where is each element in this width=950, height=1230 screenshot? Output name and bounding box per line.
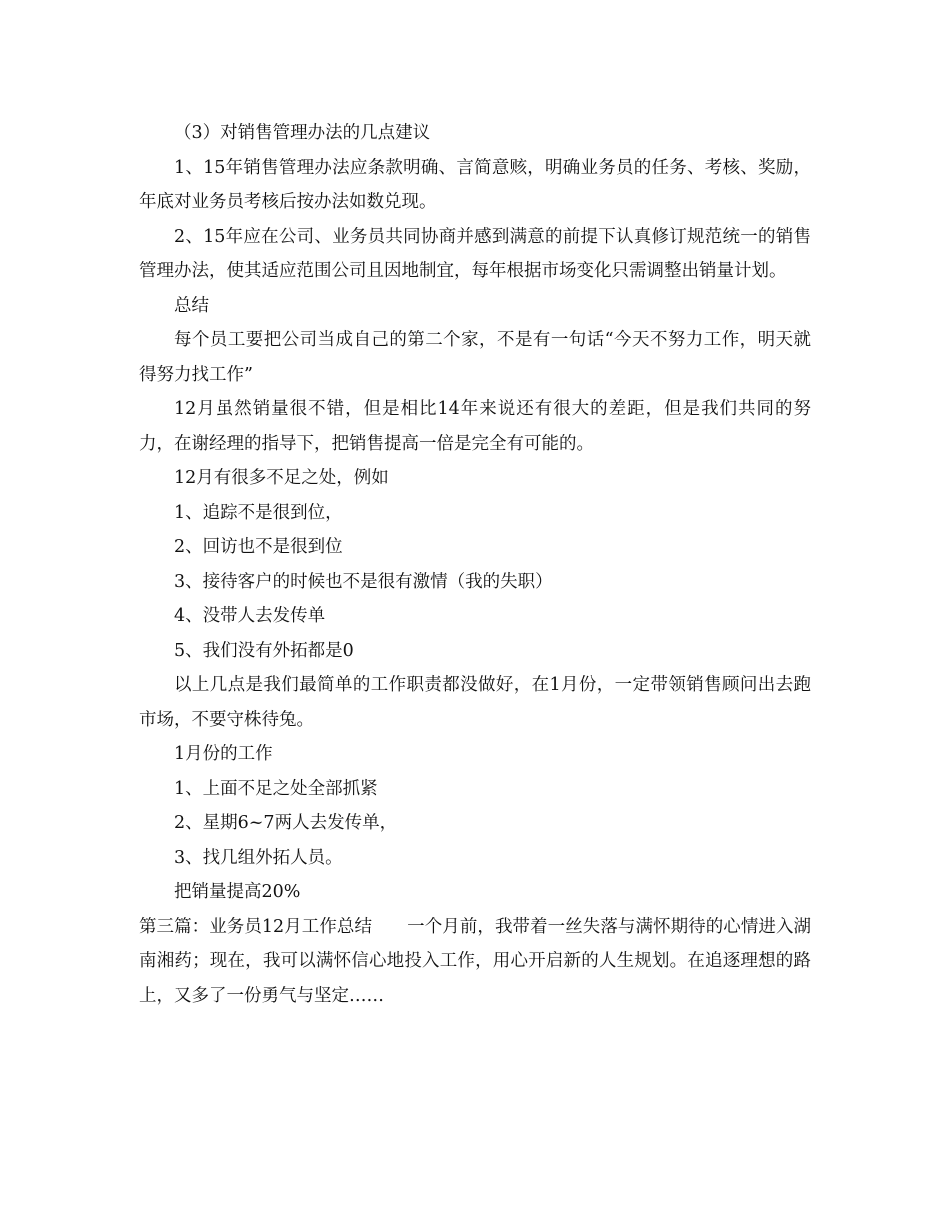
paragraph-summary-heading: 总结 <box>174 295 209 316</box>
paragraph-sales-target: 把销量提高20% <box>174 882 301 902</box>
paragraph-suggestion-1: 1、15年销售管理办法应条款明确、言简意赅，明确业务员的任务、考核、奖励，年底对业务员考核后按办法如数兑现。 <box>139 157 811 212</box>
document-body <box>139 116 811 1013</box>
list-item-shortcoming-1: 1、追踪不是很到位， <box>174 502 343 523</box>
list-item-shortcoming-3: 3、接待客户的时候也不是很有激情（我的失职） <box>174 571 553 592</box>
list-item-shortcoming-2: 2、回访也不是很到位 <box>174 537 343 557</box>
paragraph-december-sales: 12月虽然销量很不错，但是相比14年来说还有很大的差距，但是我们共同的努力，在谢经理的指导下，把销售提高一倍是完全有可能的。 <box>139 399 811 454</box>
paragraph-summary-intro: 每个员工要把公司当成自己的第二个家，不是有一句话“今天不努力工作，明天就得努力找工作” <box>139 330 811 385</box>
paragraph-suggestions-heading: （3）对销售管理办法的几点建议 <box>174 123 431 143</box>
paragraph-shortcomings-conclusion: 以上几点是我们最简单的工作职责都没做好，在1月份，一定带领销售顾问出去跑市场，不要守株待兔。 <box>139 675 811 730</box>
list-item-shortcoming-4: 4、没带人去发传单 <box>174 606 326 626</box>
list-item-january-2: 2、星期6~7两人去发传单， <box>174 813 398 833</box>
list-item-shortcoming-5: 5、我们没有外拓都是0 <box>174 640 354 661</box>
paragraph-shortcomings-heading: 12月有很多不足之处，例如 <box>174 468 389 488</box>
list-item-january-1: 1、上面不足之处全部抓紧 <box>174 778 378 799</box>
paragraph-suggestion-2: 2、15年应在公司、业务员共同协商并感到满意的前提下认真修订规范统一的销售管理办法，使其适应范围公司且因地制宜，每年根据市场变化只需调整出销量计划。 <box>139 226 811 281</box>
paragraph-third-article: 第三篇：业务员12月工作总结 一个月前，我带着一丝失落与满怀期待的心情进入湖南湘药；现在，我可以满怀信心地投入工作，用心开启新的人生规划。在追逐理想的路上，又多了一份勇气与坚定…… <box>139 916 811 1006</box>
list-item-january-3: 3、找几组外拓人员。 <box>174 847 343 868</box>
paragraph-january-work-heading: 1月份的工作 <box>174 744 273 764</box>
